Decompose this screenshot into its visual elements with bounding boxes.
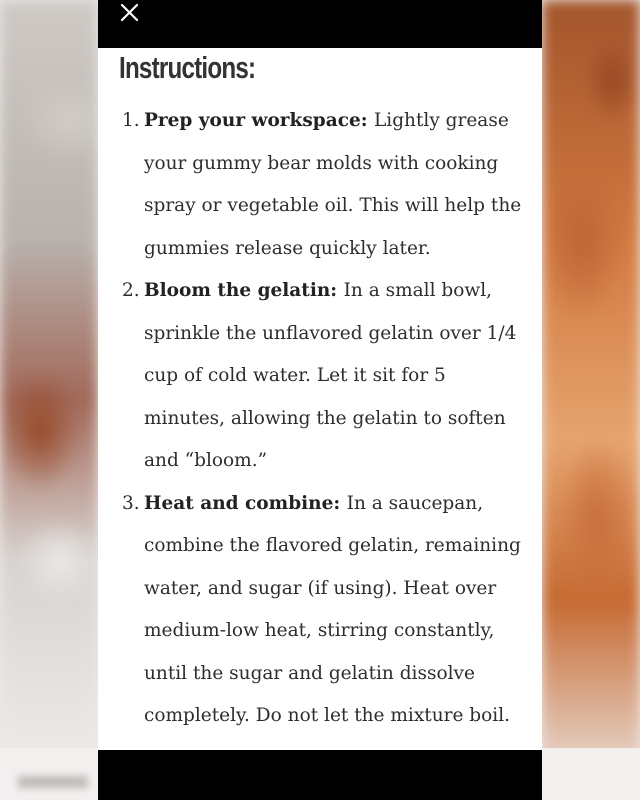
background-blur-text [18,776,88,788]
step-title: Bloom the gelatin: [144,280,344,301]
steps-list [122,100,522,738]
step-text: Lightly grease your gummy bear molds with cooking spray or vegetable oil. This will help the gummies release quickly later. [144,110,522,259]
step-number: 1. [122,110,140,131]
step-text: In a small bowl, sprinkle the unflavored gelatin over 1/4 cup of cold water. Let it sit for 5 minutes, allowing the gelatin to soften and “bloom.” [144,280,517,471]
step-item [122,270,522,483]
step-number: 3. [122,492,140,514]
background-photo-left [0,0,98,800]
close-icon[interactable] [117,0,143,26]
step-item [122,100,522,270]
step-title: Heat and combine: [144,492,347,514]
step-number: 2. [122,280,140,301]
instructions-heading: Instructions: [119,50,256,85]
step-item [122,483,522,738]
instructions-panel [98,48,542,750]
top-bar [98,0,542,48]
step-title: Prep your workspace: [144,110,375,131]
step-text: In a saucepan, combine the flavored gelatin, remaining water, and sugar (if using). Heat over medium-low heat, stirring constantly, until the sugar and gelatin dissolve completely. Do not let the mixture boil. [144,492,521,726]
background-photo-right [542,0,640,800]
bottom-bar [98,750,542,800]
